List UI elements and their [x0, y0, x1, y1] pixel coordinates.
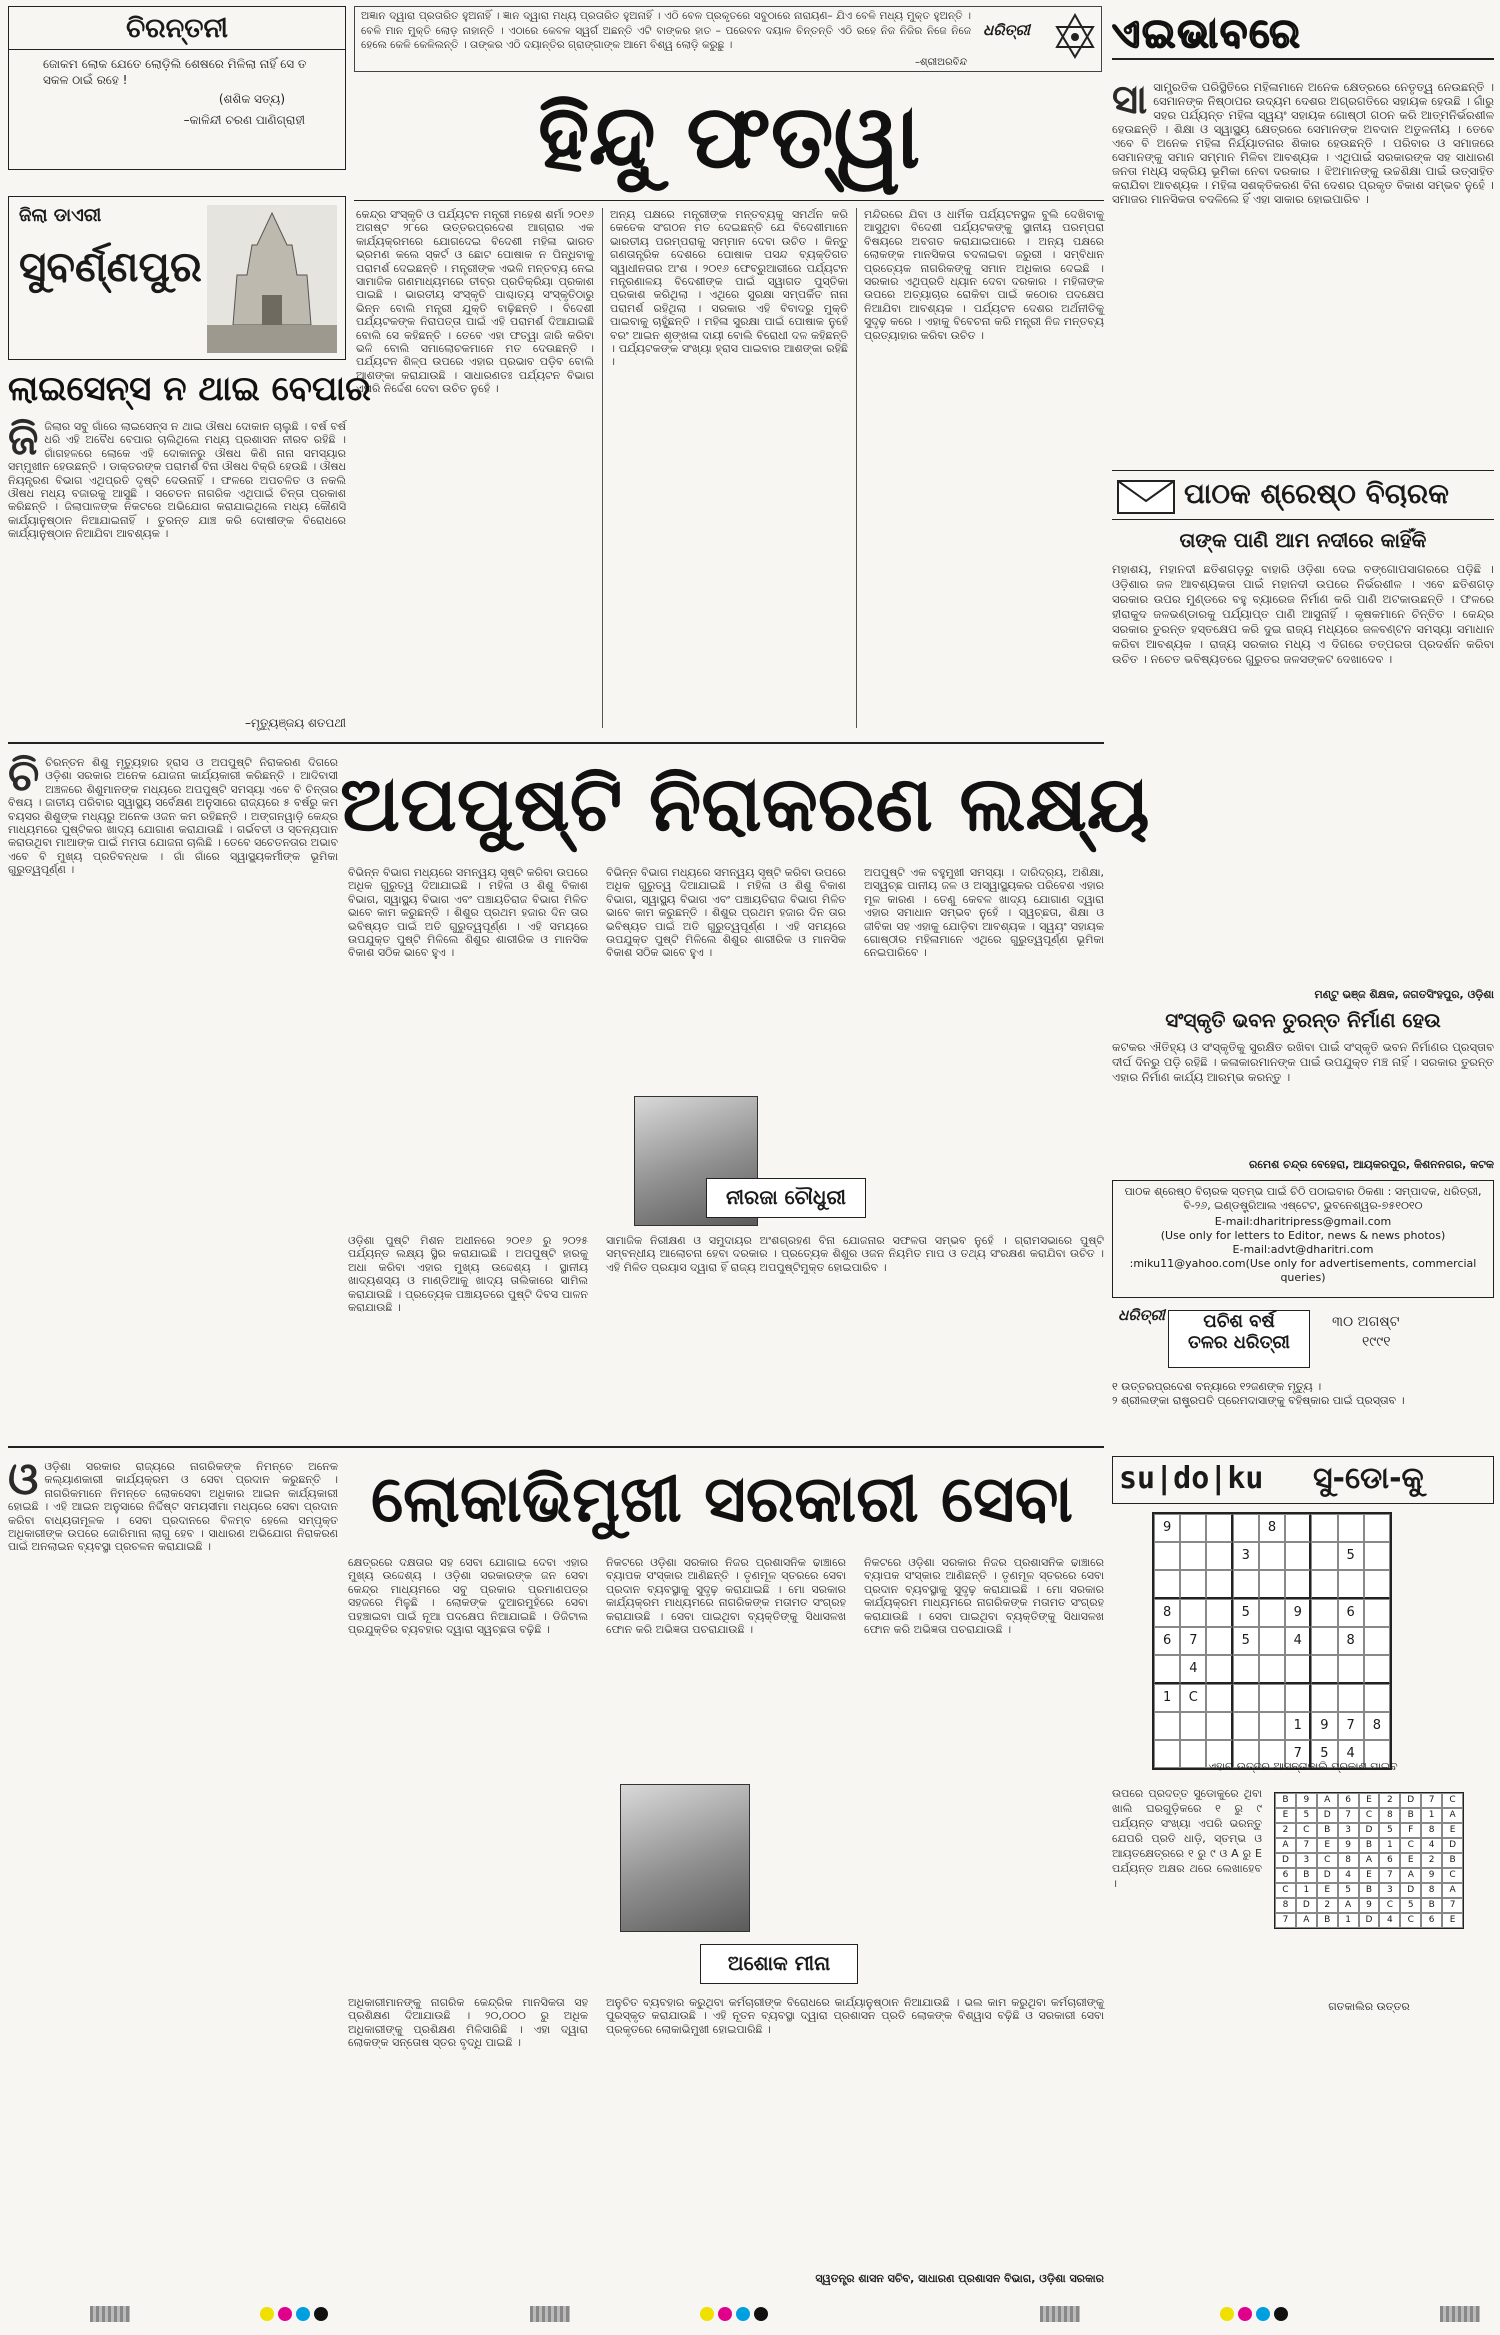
- answer-cell: 3: [1338, 1823, 1359, 1838]
- dharitri-small-logo: ଧରିତ୍ରୀ: [983, 21, 1030, 39]
- sudoku-cell[interactable]: [1233, 1570, 1259, 1599]
- answer-cell: A: [1442, 1883, 1463, 1898]
- nutrition-dropcap: ଚି: [8, 750, 40, 801]
- print-bar-4: [1440, 2306, 1480, 2322]
- sudoku-header: [1112, 1456, 1494, 1504]
- answer-cell: E: [1275, 1808, 1296, 1823]
- sudoku-cell[interactable]: [1311, 1655, 1337, 1684]
- sudoku-cell[interactable]: [1364, 1655, 1390, 1684]
- editor-email[interactable]: E-mail:dharitripress@gmail.com: [1214, 1215, 1392, 1228]
- letters-header: [1112, 470, 1494, 520]
- answer-cell: D: [1296, 1898, 1317, 1913]
- answer-cell: A: [1400, 1868, 1421, 1883]
- letters-address-box: [1112, 1180, 1494, 1298]
- advt-email[interactable]: E-mail:advt@dharitri.com: [1232, 1243, 1374, 1256]
- answer-cell: C: [1317, 1853, 1338, 1868]
- chirantani-title: ଚିରନ୍ତନୀ: [9, 7, 345, 50]
- sudoku-cell[interactable]: [1180, 1712, 1206, 1740]
- nutrition-col-1: [8, 750, 338, 1436]
- nutrition-headline: ଅପପୁଷ୍ଟି ନିରାକରଣ ଲକ୍ଷ୍ୟ: [340, 759, 1150, 848]
- answer-cell: A: [1317, 1793, 1338, 1808]
- answer-cell: C: [1359, 1808, 1380, 1823]
- service-footer-credit: ସ୍ୱତନ୍ତ୍ର ଶାସନ ସଚିବ, ସାଧାରଣ ପ୍ରଶାସନ ବିଭାଗ, ଓଡ଼ିଶା ସରକାର: [815, 2272, 1104, 2285]
- answer-cell: 3: [1379, 1883, 1400, 1898]
- sudoku-grid: [1152, 1512, 1392, 1770]
- sudoku-cell[interactable]: 6: [1154, 1627, 1180, 1655]
- sudoku-answer-caption: ଗତକାଲିର ଉତ୍ତର: [1328, 2000, 1410, 2013]
- answer-cell: 2: [1379, 1793, 1400, 1808]
- service-col-1: [8, 1454, 338, 2290]
- reg-mark-cyan-3: [1256, 2307, 1270, 2321]
- sudoku-cell[interactable]: [1338, 1514, 1364, 1542]
- sudoku-answer-grid: [1274, 1792, 1464, 1929]
- district-author: –ମୃତ୍ୟୁଞ୍ଜୟ ଶତପଥୀ: [245, 716, 346, 730]
- sudoku-cell[interactable]: [1259, 1655, 1285, 1684]
- sudoku-cell[interactable]: [1206, 1599, 1232, 1627]
- answer-cell: 5: [1296, 1808, 1317, 1823]
- answer-cell: B: [1359, 1883, 1380, 1898]
- nutrition-col-3b: ସାମାଜିକ ନିରୀକ୍ଷଣ ଓ ସମୁଦାୟର ଅଂଶଗ୍ରହଣ ବିନା ଯୋଜନାର ସଫଳତା ସମ୍ଭବ ନୁହେଁ । ଗ୍ରାମସଭାରେ ପୁଷ୍ଟି ସମ୍ବନ୍ଧୀୟ ଆଲୋଚନା ହେବା ଦରକାର । ପ୍ରତ୍ୟେକ ଶିଶୁର ଓଜନ ନିୟମିତ ମାପ ଓ ତଥ୍ୟ ସଂରକ୍ଷଣ କରାଯିବା ଉଚିତ । ଏହି ମିଳିତ ପ୍ରୟାସ ଦ୍ୱାରା ହିଁ ରାଜ୍ୟ ଅପପୁଷ୍ଟିମୁକ୍ତ ହୋଇପାରିବ ।: [606, 1234, 1104, 1274]
- reg-mark-magenta-2: [718, 2307, 732, 2321]
- answer-cell: 9: [1338, 1838, 1359, 1853]
- district-body-text: ଜିଲାର ସବୁ ଗାଁରେ ଲାଇସେନ୍ସ ନ ଥାଇ ଔଷଧ ଦୋକାନ ଚାଲୁଛି । ବର୍ଷ ବର୍ଷ ଧରି ଏହି ଅବୈଧ ବେପାର ଚାଲିଥିଲେ ମଧ୍ୟ ପ୍ରଶାସନ ନୀରବ ରହିଛି । ଗାଁଗହଳରେ ଲୋକେ ଏହି ଦୋକାନରୁ ଔଷଧ କିଣି ନାନା ସମସ୍ୟାର ସମ୍ମୁଖୀନ ହେଉଛନ୍ତି । ଡାକ୍ତରଙ୍କ ପରାମର୍ଶ ବିନା ଔଷଧ ବିକ୍ରି ହେଉଛି । ଔଷଧ ନିୟନ୍ତ୍ରଣ ବିଭାଗ ଏଥିପ୍ରତି ଦୃଷ୍ଟି ଦେଉନାହିଁ । ଫଳରେ ଅପଚଳିତ ଓ ନକଲି ଔଷଧ ମଧ୍ୟ ବଜାରକୁ ଆସୁଛି । ସଚେତନ ନାଗରିକ ଏଥିପାଇଁ ଚିନ୍ତା ପ୍ରକାଶ କରିଛନ୍ତି । ଜିଲାପାଳଙ୍କ ନିକଟରେ ଅଭିଯୋଗ କରାଯାଇଥିଲେ ମଧ୍ୟ କୌଣସି କାର୍ଯ୍ୟାନୁଷ୍ଠାନ ନିଆଯାଇନାହିଁ । ତୁରନ୍ତ ଯାଞ୍ଚ କରି ଦୋଷୀଙ୍କ ବିରୋଧରେ କାର୍ଯ୍ୟାନୁଷ୍ଠାନ ନିଆଯିବା ଆବଶ୍ୟକ ।: [8, 420, 346, 541]
- history-items: [1112, 1380, 1494, 1408]
- history-title-2: ତଳର ଧରିତ୍ରୀ: [1188, 1332, 1290, 1353]
- reg-mark-black-2: [754, 2307, 768, 2321]
- lead-headline: ହିନ୍ଦୁ ଫତ୍‌ୱା: [537, 84, 921, 188]
- nutrition-col-1-text: ଚିରନ୍ତନ ଶିଶୁ ମୃତ୍ୟୁହାର ହ୍ରାସ ଓ ଅପପୁଷ୍ଟି ନିରାକରଣ ଦିଗରେ ଓଡ଼ିଶା ସରକାର ଅନେକ ଯୋଜନା କାର୍ଯ୍ୟକାରୀ କରିଛନ୍ତି । ଆଦିବାସୀ ଅଞ୍ଚଳରେ ଶିଶୁମାନଙ୍କ ମଧ୍ୟରେ ଅପପୁଷ୍ଟି ସମସ୍ୟା ଏବେ ବି ଚିନ୍ତାର ବିଷୟ । ଜାତୀୟ ପରିବାର ସ୍ୱାସ୍ଥ୍ୟ ସର୍ବେକ୍ଷଣ ଅନୁସାରେ ରାଜ୍ୟରେ ୫ ବର୍ଷରୁ କମ ବୟସର ଶିଶୁଙ୍କ ମଧ୍ୟରୁ ଅନେକ ଓଜନ କମ ରହିଛନ୍ତି । ଅଙ୍ଗନୱାଡ଼ି କେନ୍ଦ୍ର ମାଧ୍ୟମରେ ପୁଷ୍ଟିକର ଖାଦ୍ୟ ଯୋଗାଣ କରାଯାଉଛି । ଗର୍ଭବତୀ ଓ ସ୍ତନ୍ୟପାନ କରାଉଥିବା ମାଆଙ୍କ ପାଇଁ ମମତା ଯୋଜନା ଚାଲିଛି । ତେବେ ସଚେତନତାର ଅଭାବ ଏବେ ବି ମୁଖ୍ୟ ପ୍ରତିବନ୍ଧକ । ଗାଁ ଗାଁରେ ସ୍ୱାସ୍ଥ୍ୟକର୍ମୀଙ୍କ ଭୂମିକା ଗୁରୁତ୍ୱପୂର୍ଣ୍ଣ ।: [8, 756, 338, 877]
- sudoku-cell[interactable]: [1311, 1627, 1337, 1655]
- service-col-1-text: ଓଡ଼ିଶା ସରକାର ରାଜ୍ୟରେ ନାଗରିକଙ୍କ ନିମନ୍ତେ ଅନେକ କଲ୍ୟାଣକାରୀ କାର୍ଯ୍ୟକ୍ରମ ଓ ସେବା ପ୍ରଦାନ କରୁଛନ୍ତି । ନାଗରିକମାନେ ନିମନ୍ତେ ଲୋକସେବା ଅଧିକାର ଆଇନ କାର୍ଯ୍ୟକାରୀ ହୋଇଛି । ଏହି ଆଇନ ଅନୁସାରେ ନିର୍ଦ୍ଦିଷ୍ଟ ସମୟସୀମା ମଧ୍ୟରେ ସେବା ପ୍ରଦାନ କରିବା ବାଧ୍ୟତାମୂଳକ । ସେବା ପ୍ରଦାନରେ ବିଳମ୍ବ ହେଲେ ସମ୍ପୃକ୍ତ ଅଧିକାରୀଙ୍କ ଉପରେ ଜୋରିମାନା ଲାଗୁ ହେବ । ସାଧାରଣ ଅଭିଯୋଗ ନିରାକରଣ ପାଇଁ ଅନଲାଇନ ବ୍ୟବସ୍ଥା ପ୍ରଚଳନ କରାଯାଇଛି ।: [8, 1460, 338, 1554]
- answer-cell: A: [1275, 1838, 1296, 1853]
- letter2-author: ରମେଶ ଚନ୍ଦ୍ର ବେହେରା, ଆୟକରପୁର, କିଶନନଗର, କଟକ: [1249, 1158, 1494, 1171]
- sudoku-cell[interactable]: [1154, 1712, 1180, 1740]
- district-diary-box: [8, 196, 346, 360]
- sudoku-cell[interactable]: [1180, 1570, 1206, 1599]
- answer-cell: C: [1275, 1883, 1296, 1898]
- sudoku-cell[interactable]: 4: [1285, 1627, 1311, 1655]
- sudoku-cell[interactable]: [1259, 1627, 1285, 1655]
- answer-cell: 9: [1421, 1868, 1442, 1883]
- district-headline: ଲାଇସେନ୍ସ ନ ଥାଇ ବେପାର: [8, 369, 371, 409]
- reg-mark-yellow-2: [700, 2307, 714, 2321]
- answer-cell: 9: [1296, 1793, 1317, 1808]
- answer-cell: 8: [1379, 1808, 1400, 1823]
- sudoku-cell[interactable]: 8: [1338, 1627, 1364, 1655]
- print-bar-1: [90, 2306, 130, 2322]
- sudoku-cell[interactable]: 5: [1233, 1627, 1259, 1655]
- answer-cell: 7: [1379, 1868, 1400, 1883]
- answer-cell: D: [1359, 1913, 1380, 1928]
- sudoku-cell[interactable]: [1154, 1542, 1180, 1570]
- envelope-icon: [1116, 479, 1176, 515]
- sudoku-cell[interactable]: [1311, 1514, 1337, 1542]
- sudoku-cell[interactable]: [1259, 1570, 1285, 1599]
- answer-cell: C: [1400, 1838, 1421, 1853]
- answer-cell: 2: [1275, 1823, 1296, 1838]
- answer-cell: 6: [1275, 1868, 1296, 1883]
- answer-cell: 3: [1296, 1853, 1317, 1868]
- nutrition-col-2: ବିଭିନ୍ନ ବିଭାଗ ମଧ୍ୟରେ ସମନ୍ୱୟ ସୃଷ୍ଟି କରିବା ଉପରେ ଅଧିକ ଗୁରୁତ୍ୱ ଦିଆଯାଇଛି । ମହିଳା ଓ ଶିଶୁ ବିକାଶ ବିଭାଗ, ସ୍ୱାସ୍ଥ୍ୟ ବିଭାଗ ଏବଂ ପଞ୍ଚାୟତିରାଜ ବିଭାଗ ମିଳିତ ଭାବେ କାମ କରୁଛନ୍ତି । ଶିଶୁର ପ୍ରଥମ ହଜାର ଦିନ ତାର ଭବିଷ୍ୟତ ପାଇଁ ଅତି ଗୁରୁତ୍ୱପୂର୍ଣ୍ଣ । ଏହି ସମୟରେ ଉପଯୁକ୍ତ ପୁଷ୍ଟି ମିଳିଲେ ଶିଶୁର ଶାରୀରିକ ଓ ମାନସିକ ବିକାଶ ସଠିକ ଭାବେ ହୁଏ ।: [348, 866, 588, 960]
- history-item-1: ୧ ଉତ୍ତରପ୍ରଦେଶ ବନ୍ୟାରେ ୧୨ଜଣଙ୍କ ମୃତ୍ୟୁ ।: [1112, 1380, 1322, 1393]
- reg-mark-black: [314, 2307, 328, 2321]
- sudoku-cell[interactable]: [1338, 1684, 1364, 1712]
- answer-cell: D: [1442, 1838, 1463, 1853]
- sudoku-title-od: ସୁ-ଡୋ-କୁ: [1313, 1461, 1424, 1496]
- district-body: [8, 414, 346, 720]
- service-top-rule: [8, 1446, 1104, 1448]
- answer-cell: 2: [1317, 1898, 1338, 1913]
- ajira-dropcap: ସା: [1112, 76, 1148, 123]
- print-bar-2: [530, 2306, 570, 2322]
- answer-cell: D: [1400, 1883, 1421, 1898]
- sudoku-title-en: su|do|ku: [1119, 1461, 1264, 1496]
- history-item-2: ୨ ଶ୍ରୀଲଙ୍କା ରାଷ୍ଟ୍ରପତି ପ୍ରେମଦାସାଙ୍କୁ ବହିଷ୍କାର ପାଇଁ ପ୍ରସ୍ତାବ ।: [1112, 1394, 1405, 1407]
- answer-cell: B: [1442, 1853, 1463, 1868]
- answer-cell: C: [1379, 1898, 1400, 1913]
- answer-cell: C: [1442, 1868, 1463, 1883]
- answer-cell: E: [1317, 1838, 1338, 1853]
- answer-cell: 4: [1379, 1913, 1400, 1928]
- answer-cell: B: [1421, 1898, 1442, 1913]
- sudoku-cell[interactable]: [1259, 1712, 1285, 1740]
- sudoku-cell[interactable]: [1233, 1684, 1259, 1712]
- sudoku-cell[interactable]: [1206, 1570, 1232, 1599]
- sudoku-cell[interactable]: [1285, 1514, 1311, 1542]
- answer-cell: D: [1317, 1868, 1338, 1883]
- letter1-title: ତାଙ୍କ ପାଣି ଆମ ନଦୀରେ କାହିଁକି: [1179, 528, 1427, 552]
- sudoku-cell[interactable]: 5: [1233, 1599, 1259, 1627]
- answer-cell: 8: [1275, 1898, 1296, 1913]
- answer-cell: 9: [1359, 1898, 1380, 1913]
- answer-cell: E: [1317, 1883, 1338, 1898]
- ajira-underline: [1112, 58, 1494, 60]
- lead-rule: [354, 200, 1104, 201]
- sudoku-cell[interactable]: [1364, 1627, 1390, 1655]
- sudoku-cell[interactable]: [1364, 1570, 1390, 1599]
- answer-cell: D: [1359, 1823, 1380, 1838]
- sudoku-cell[interactable]: 1: [1285, 1712, 1311, 1740]
- answer-cell: D: [1400, 1793, 1421, 1808]
- sudoku-cell[interactable]: [1311, 1542, 1337, 1570]
- sudoku-cell[interactable]: 4: [1180, 1655, 1206, 1684]
- chirantani-quote: ଜୋକମ ଲୋକ ଯେତେ ଲୋଡ଼ିଲି ଶେଷରେ ମିଳିଲା ନାହିଁ ସେ ତ ସକଳ ଠାଇଁ ରହେ !: [43, 57, 307, 87]
- reg-mark-cyan-2: [736, 2307, 750, 2321]
- answer-cell: B: [1317, 1913, 1338, 1928]
- answer-cell: B: [1400, 1808, 1421, 1823]
- letter2-body: କଟକର ଐତିହ୍ୟ ଓ ସଂସ୍କୃତିକୁ ସୁରକ୍ଷିତ ରଖିବା ପାଇଁ ସଂସ୍କୃତି ଭବନ ନିର୍ମାଣର ପ୍ରସ୍ତାବ ଦୀର୍ଘ ଦିନରୁ ପଡ଼ି ରହିଛି । କଳାକାରମାନଙ୍କ ପାଇଁ ଉପଯୁକ୍ତ ମଞ୍ଚ ନାହିଁ । ସରକାର ତୁରନ୍ତ ଏହାର ନିର୍ମାଣ କାର୍ଯ୍ୟ ଆରମ୍ଭ କରନ୍ତୁ ।: [1112, 1040, 1494, 1084]
- sudoku-cell[interactable]: [1259, 1684, 1285, 1712]
- reg-mark-magenta: [278, 2307, 292, 2321]
- center-quote-box: [354, 6, 1102, 72]
- ajira-body: [1112, 76, 1494, 462]
- editor-email-note: (Use only for letters to Editor, news & news photos): [1160, 1229, 1446, 1242]
- sudoku-cell[interactable]: [1364, 1514, 1390, 1542]
- service-headline: ଲୋକାଭିମୁଖୀ ସରକାରୀ ସେବା: [370, 1462, 1074, 1537]
- sudoku-cell[interactable]: [1180, 1514, 1206, 1542]
- service-col-2b: ଅଧିକାରୀମାନଙ୍କୁ ନାଗରିକ କେନ୍ଦ୍ରିକ ମାନସିକତା ସହ ପ୍ରଶିକ୍ଷଣ ଦିଆଯାଉଛି । ୨୦,୦୦୦ ରୁ ଅଧିକ ଅଧିକାରୀଙ୍କୁ ପ୍ରଶିକ୍ଷଣ ମିଳିସାରିଛି । ଏହା ଦ୍ୱାରା ଲୋକଙ୍କ ସନ୍ତୋଷ ସ୍ତର ବୃଦ୍ଧି ପାଇଛି ।: [348, 1996, 588, 2050]
- sudoku-cell[interactable]: 5: [1311, 1740, 1337, 1768]
- sudoku-cell[interactable]: 8: [1259, 1514, 1285, 1542]
- answer-cell: D: [1317, 1808, 1338, 1823]
- answer-cell: A: [1296, 1913, 1317, 1928]
- reg-mark-black-3: [1274, 2307, 1288, 2321]
- letter1-author: ମଣ୍ଟୁ ଭଞ୍ଜ ଶିକ୍ଷକ, ଜଗତସିଂହପୁର, ଓଡ଼ିଶା: [1314, 988, 1494, 1001]
- nutrition-author-name: ନୀରଜା ଚୌଧୁରୀ: [706, 1178, 866, 1218]
- sudoku-cell[interactable]: [1364, 1684, 1390, 1712]
- sudoku-cell[interactable]: 7: [1285, 1740, 1311, 1768]
- answer-cell: E: [1400, 1853, 1421, 1868]
- sudoku-cell[interactable]: 3: [1233, 1542, 1259, 1570]
- answer-cell: 4: [1421, 1838, 1442, 1853]
- service-col-3: ନିକଟରେ ଓଡ଼ିଶା ସରକାର ନିଜର ପ୍ରଶାସନିକ ଢାଞ୍ଚାରେ ବ୍ୟାପକ ସଂସ୍କାର ଆଣିଛନ୍ତି । ତୃଣମୂଳ ସ୍ତରରେ ସେବା ପ୍ରଦାନ ବ୍ୟବସ୍ଥାକୁ ସୁଦୃଢ଼ କରାଯାଇଛି । ମୋ ସରକାର କାର୍ଯ୍ୟକ୍ରମ ମାଧ୍ୟମରେ ନାଗରିକଙ୍କ ମତାମତ ସଂଗ୍ରହ କରାଯାଉଛି । ସେବା ପାଇଥିବା ବ୍ୟକ୍ତିଙ୍କୁ ସିଧାସଳଖ ଫୋନ କରି ଅଭିଜ୍ଞତା ପଚରାଯାଉଛି ।: [864, 1556, 1104, 1637]
- answer-cell: B: [1296, 1868, 1317, 1883]
- sudoku-cell[interactable]: [1364, 1599, 1390, 1627]
- lead-col-divider-1: [602, 208, 603, 728]
- history-date-1: ୩୦ ଅଗଷ୍ଟ: [1332, 1314, 1400, 1330]
- sudoku-cell[interactable]: [1206, 1627, 1232, 1655]
- answer-cell: E: [1359, 1793, 1380, 1808]
- lead-col-1: କେନ୍ଦ୍ର ସଂସ୍କୃତି ଓ ପର୍ଯ୍ୟଟନ ମନ୍ତ୍ରୀ ମହେଶ ଶର୍ମା ୨୦୧୬ ଅଗଷ୍ଟ ୨୮ରେ ଉତ୍ତରପ୍ରଦେଶ ଆଗ୍ରାର ଏକ କାର୍ଯ୍ୟକ୍ରମରେ ଯୋଗଦେଇ ବିଦେଶୀ ମହିଳା ଭାରତ ଭ୍ରମଣ କଲେ ସ୍କର୍ଟ ଓ ଛୋଟ ପୋଷାକ ନ ପିନ୍ଧିବାକୁ ପରାମର୍ଶ ଦେଇଛନ୍ତି । ମନ୍ତ୍ରୀଙ୍କ ଏଭଳି ମନ୍ତବ୍ୟ ନେଇ ସାମାଜିକ ଗଣମାଧ୍ୟମରେ ତୀବ୍ର ପ୍ରତିକ୍ରିୟା ପ୍ରକାଶ ପାଇଛି । ଭାରତୀୟ ସଂସ୍କୃତି ପାଶ୍ଚାତ୍ୟ ସଂସ୍କୃତିଠାରୁ ଭିନ୍ନ ବୋଲି ମନ୍ତ୍ରୀ ଯୁକ୍ତି ବାଢ଼ିଛନ୍ତି । ବିଦେଶୀ ପର୍ଯ୍ୟଟକଙ୍କ ନିରାପତ୍ତା ପାଇଁ ଏହି ପରାମର୍ଶ ଦିଆଯାଇଛି ବୋଲି ସେ କହିଛନ୍ତି । ତେବେ ଏହା ଫତ୍‌ୱା ଜାରି କରିବା ଭଳି ବୋଲି ସମାଲୋଚକମାନେ ମତ ଦେଉଛନ୍ତି । ପର୍ଯ୍ୟଟନ ଶିଳ୍ପ ଉପରେ ଏହାର ପ୍ରଭାବ ପଡ଼ିବ ବୋଲି ଆଶଙ୍କା କରାଯାଉଛି । ସାଧାରଣତଃ ପର୍ଯ୍ୟଟନ ବିଭାଗ ଏପରି ନିର୍ଦ୍ଦେଶ ଦେବା ଉଚିତ ନୁହେଁ ।: [356, 208, 594, 396]
- sudoku-cell[interactable]: [1206, 1514, 1232, 1542]
- answer-cell: B: [1275, 1793, 1296, 1808]
- sudoku-cell[interactable]: [1311, 1599, 1337, 1627]
- service-author-photo: [620, 1784, 750, 1932]
- sudoku-cell[interactable]: [1180, 1599, 1206, 1627]
- chirantani-box: [8, 6, 346, 170]
- lead-col-divider-2: [856, 208, 857, 728]
- answer-cell: 5: [1338, 1883, 1359, 1898]
- sudoku-cell[interactable]: 1: [1154, 1684, 1180, 1712]
- reg-mark-yellow-3: [1220, 2307, 1234, 2321]
- answer-cell: E: [1359, 1868, 1380, 1883]
- service-dropcap: ଓ: [8, 1454, 39, 1505]
- sudoku-cell[interactable]: [1206, 1542, 1232, 1570]
- answer-cell: 1: [1296, 1883, 1317, 1898]
- sudoku-cell[interactable]: 8: [1154, 1599, 1180, 1627]
- sudoku-cell[interactable]: [1285, 1542, 1311, 1570]
- lead-col-2: ଅନ୍ୟ ପକ୍ଷରେ ମନ୍ତ୍ରୀଙ୍କ ମନ୍ତବ୍ୟକୁ ସମର୍ଥନ କରି କେତେକ ସଂଗଠନ ମତ ଦେଇଛନ୍ତି ଯେ ବିଦେଶୀମାନେ ଭାରତୀୟ ପରମ୍ପରାକୁ ସମ୍ମାନ ଦେବା ଉଚିତ । କିନ୍ତୁ ଗଣତାନ୍ତ୍ରିକ ଦେଶରେ ପୋଷାକ ପସନ୍ଦ ବ୍ୟକ୍ତିଗତ ସ୍ୱାଧୀନତାର ଅଂଶ । ୨୦୧୬ ଫେବ୍ରୁଆରୀରେ ପର୍ଯ୍ୟଟନ ମନ୍ତ୍ରଣାଳୟ ବିଦେଶୀଙ୍କ ପାଇଁ ସ୍ୱାଗତ ପୁସ୍ତିକା ପ୍ରକାଶ କରିଥିଲା । ଏଥିରେ ସୁରକ୍ଷା ସମ୍ପର୍କିତ ନାନା ପରାମର୍ଶ ରହିଥିଲା । ସରକାର ଏହି ବିବାଦରୁ ମୁକ୍ତି ପାଇବାକୁ ଚାହୁଁଛନ୍ତି । ମହିଳା ସୁରକ୍ଷା ପାଇଁ ପୋଷାକ ନୁହେଁ ବରଂ ଆଇନ ଶୃଙ୍ଖଳା ଦାୟୀ ବୋଲି ବିରୋଧୀ ଦଳ କହିଛନ୍ତି । ପର୍ଯ୍ୟଟକଙ୍କ ସଂଖ୍ୟା ହ୍ରାସ ପାଇବାର ଆଶଙ୍କା ରହିଛି ।: [610, 208, 848, 369]
- letters-section-title: ପାଠକ ଶ୍ରେଷ୍ଠ ବିଚାରକ: [1184, 477, 1449, 510]
- sudoku-cell[interactable]: 7: [1180, 1627, 1206, 1655]
- answer-cell: 6: [1421, 1913, 1442, 1928]
- answer-cell: C: [1400, 1913, 1421, 1928]
- answer-cell: C: [1296, 1823, 1317, 1838]
- answer-cell: 1: [1338, 1913, 1359, 1928]
- sudoku-answer-board: [1274, 1792, 1464, 1992]
- sudoku-cell[interactable]: [1206, 1712, 1232, 1740]
- sudoku-cell[interactable]: [1233, 1655, 1259, 1684]
- answer-cell: 1: [1379, 1838, 1400, 1853]
- star-emblem-icon: [1053, 13, 1097, 63]
- nutrition-col-3: ଅପପୁଷ୍ଟି ଏକ ବହୁମୁଖୀ ସମସ୍ୟା । ଦାରିଦ୍ର୍ୟ, ଅଶିକ୍ଷା, ଅସ୍ୱଚ୍ଛ ପାନୀୟ ଜଳ ଓ ଅସ୍ୱାସ୍ଥ୍ୟକର ପରିବେଶ ଏହାର ମୂଳ କାରଣ । ତେଣୁ କେବଳ ଖାଦ୍ୟ ଯୋଗାଣ ଦ୍ୱାରା ଏହାର ସମାଧାନ ସମ୍ଭବ ନୁହେଁ । ସ୍ୱଚ୍ଛତା, ଶିକ୍ଷା ଓ ଜୀବିକା ସହ ଏହାକୁ ଯୋଡ଼ିବା ଆବଶ୍ୟକ । ସ୍ୱୟଂ ସହାୟକ ଗୋଷ୍ଠୀର ମହିଳାମାନେ ଏଥିରେ ଗୁରୁତ୍ୱପୂର୍ଣ୍ଣ ଭୂମିକା ନେଇପାରିବେ ।: [864, 866, 1104, 960]
- sudoku-cell[interactable]: 9: [1285, 1599, 1311, 1627]
- chirantani-source: (ଶଶିକ ସତ୍ୟ): [218, 92, 285, 106]
- answer-cell: 8: [1338, 1853, 1359, 1868]
- sudoku-cell[interactable]: [1259, 1542, 1285, 1570]
- sudoku-cell[interactable]: [1285, 1684, 1311, 1712]
- reg-mark-magenta-3: [1238, 2307, 1252, 2321]
- center-quote-author: –ଶ୍ରୀଅରବିନ୍ଦ: [915, 57, 968, 68]
- answer-cell: 5: [1400, 1898, 1421, 1913]
- lead-col-3: ମନ୍ଦିରରେ ଯିବା ଓ ଧାର୍ମିକ ପର୍ଯ୍ୟଟନସ୍ଥଳ ବୁଲି ଦେଖିବାକୁ ଆସୁଥିବା ବିଦେଶୀ ପର୍ଯ୍ୟଟକଙ୍କୁ ସ୍ଥାନୀୟ ପରମ୍ପରା ବିଷୟରେ ଅବଗତ କରାଯାଇପାରେ । ଅନ୍ୟ ପକ୍ଷରେ ଲୋକଙ୍କ ମାନସିକତା ବଦଳାଇବା ଜରୁରୀ । ସମ୍ବିଧାନ ପ୍ରତ୍ୟେକ ନାଗରିକଙ୍କୁ ସମାନ ଅଧିକାର ଦେଇଛି । ସରକାର ଏଥିପ୍ରତି ଧ୍ୟାନ ଦେବା ଦରକାର । ମହିଳାଙ୍କ ଉପରେ ଅତ୍ୟାଚାର ରୋକିବା ପାଇଁ କଠୋର ପଦକ୍ଷେପ ନିଆଯିବା ଆବଶ୍ୟକ । ପର୍ଯ୍ୟଟନ ଦେଶର ଅର୍ଥନୀତିକୁ ସୁଦୃଢ଼ କରେ । ଏହାକୁ ବିବେଚନା କରି ମନ୍ତ୍ରୀ ନିଜ ମନ୍ତବ୍ୟ ପ୍ରତ୍ୟାହାର କରିବା ଉଚିତ ।: [864, 208, 1104, 342]
- sudoku-cell[interactable]: [1206, 1684, 1232, 1712]
- answer-cell: 6: [1338, 1793, 1359, 1808]
- answer-cell: 7: [1275, 1913, 1296, 1928]
- answer-cell: B: [1359, 1838, 1380, 1853]
- sudoku-cell[interactable]: [1233, 1514, 1259, 1542]
- sudoku-cell[interactable]: [1154, 1570, 1180, 1599]
- temple-photo: [207, 205, 337, 353]
- answer-cell: D: [1275, 1853, 1296, 1868]
- answer-cell: B: [1317, 1823, 1338, 1838]
- sudoku-caption: ଏହାର ଉତ୍ତର ଆସନ୍ତାକାଲି ପ୍ରକାଶ ପାଇବ: [1208, 1760, 1398, 1773]
- reg-mark-cyan: [296, 2307, 310, 2321]
- answer-cell: A: [1442, 1808, 1463, 1823]
- answer-cell: 7: [1338, 1808, 1359, 1823]
- history-date-2: ୧୯୯୧: [1362, 1334, 1391, 1350]
- print-bar-3: [1040, 2306, 1080, 2322]
- sudoku-cell[interactable]: [1259, 1599, 1285, 1627]
- sudoku-cell[interactable]: [1338, 1655, 1364, 1684]
- sudoku-cell[interactable]: 5: [1338, 1542, 1364, 1570]
- sudoku-cell[interactable]: [1206, 1655, 1232, 1684]
- center-quote: ଅଜ୍ଞାନ ଦ୍ୱାରା ପ୍ରତାରିତ ହୁଅନାହିଁ । ଜ୍ଞାନ ଦ୍ୱାରା ମଧ୍ୟ ପ୍ରତାରିତ ହୁଅନାହିଁ । ଏଠି ବେଳ ପ୍ରକୃତରେ ସବୁଠାରେ ନାରାୟଣ– ଯିଏ ବେଳି ମଧ୍ୟ ମୁକ୍ତ ହୁଅନ୍ତି । ବେଳି ମାନ ମୁକ୍ତି ଲୋଡ଼ ନାହାନ୍ତି । ଏଠାରେ କେବଳ ସ୍ୱର୍ଗ ଅଛନ୍ତି ଏଟି ବାଙ୍କର ହାତ – ପରେବନ ଦୟାଳ ଚିନ୍ତନ୍ତି ଏଠି ରହେ ନିଜ ନିଜିର ନିଜେ ନିଜେ ହେଲେ କେଳି କେଳିଲନ୍ତି । ତାଙ୍କର ଏଠି ଦୟାନ୍ତିର ଗ୍ରାଙ୍ଗାଙ୍କ ଆମେ ବିଶ୍ୱ ଲୋଡ଼ି କରୁଛୁ ।: [361, 10, 971, 51]
- answer-cell: 7: [1442, 1898, 1463, 1913]
- sudoku-cell[interactable]: 9: [1311, 1712, 1337, 1740]
- sudoku-cell[interactable]: [1180, 1542, 1206, 1570]
- district-label: ଜିଲା ଡାଏରୀ: [19, 205, 102, 226]
- sudoku-cell[interactable]: 7: [1338, 1712, 1364, 1740]
- letter2-title: ସଂସ୍କୃତି ଭବନ ତୁରନ୍ତ ନିର୍ମାଣ ହେଉ: [1165, 1008, 1441, 1032]
- nutrition-top-rule: [8, 742, 1104, 744]
- letter1-body: ମହାଶୟ, ମହାନଦୀ ଛତିଶଗଡ଼ରୁ ବାହାରି ଓଡ଼ିଶା ଦେଇ ବଙ୍ଗୋପସାଗରରେ ପଡ଼ିଛି । ଓଡ଼ିଶାର ଜଳ ଆବଶ୍ୟକତା ପାଇଁ ମହାନଦୀ ଉପରେ ନିର୍ଭରଶୀଳ । ଏବେ ଛତିଶଗଡ଼ ସରକାର ଉପର ମୁଣ୍ଡରେ ବହୁ ବ୍ୟାରେଜ ନିର୍ମାଣ କରି ପାଣି ଅଟକାଉଛନ୍ତି । ଫଳରେ ହୀରାକୁଦ ଜଳଭଣ୍ଡାରକୁ ପର୍ଯ୍ୟାପ୍ତ ପାଣି ଆସୁନାହିଁ । କୃଷକମାନେ ଚିନ୍ତିତ । କେନ୍ଦ୍ର ସରକାର ତୁରନ୍ତ ହସ୍ତକ୍ଷେପ କରି ଦୁଇ ରାଜ୍ୟ ମଧ୍ୟରେ ଜଳବଣ୍ଟନ ସମସ୍ୟା ସମାଧାନ କରିବା ଆବଶ୍ୟକ । ରାଜ୍ୟ ସରକାର ମଧ୍ୟ ଏ ଦିଗରେ ତତ୍ପରତା ପ୍ରଦର୍ଶନ କରିବା ଉଚିତ । ନଚେତ ଭବିଷ୍ୟତରେ ଗୁରୁତର ଜଳସଙ୍କଟ ଦେଖାଦେବ ।: [1112, 562, 1494, 666]
- sudoku-instructions: ଉପରେ ପ୍ରଦତ୍ତ ସୁଡୋକୁରେ ଥିବା ଖାଲି ଘରଗୁଡ଼ିକରେ ୧ ରୁ ୯ ପର୍ଯ୍ୟନ୍ତ ସଂଖ୍ୟା ଏପରି ଭରନ୍ତୁ ଯେପରି ପ୍ରତି ଧାଡ଼ି, ସ୍ତମ୍ଭ ଓ ଆୟତକ୍ଷେତ୍ରରେ ୧ ରୁ ୯ ଓ A ରୁ E ପର୍ଯ୍ୟନ୍ତ ଅକ୍ଷର ଥରେ ଲେଖାହେବ ।: [1112, 1787, 1262, 1890]
- nutrition-col-mid: ବିଭିନ୍ନ ବିଭାଗ ମଧ୍ୟରେ ସମନ୍ୱୟ ସୃଷ୍ଟି କରିବା ଉପରେ ଅଧିକ ଗୁରୁତ୍ୱ ଦିଆଯାଇଛି । ମହିଳା ଓ ଶିଶୁ ବିକାଶ ବିଭାଗ, ସ୍ୱାସ୍ଥ୍ୟ ବିଭାଗ ଏବଂ ପଞ୍ଚାୟତିରାଜ ବିଭାଗ ମିଳିତ ଭାବେ କାମ କରୁଛନ୍ତି । ଶିଶୁର ପ୍ରଥମ ହଜାର ଦିନ ତାର ଭବିଷ୍ୟତ ପାଇଁ ଅତି ଗୁରୁତ୍ୱପୂର୍ଣ୍ଣ । ଏହି ସମୟରେ ଉପଯୁକ୍ତ ପୁଷ୍ଟି ମିଳିଲେ ଶିଶୁର ଶାରୀରିକ ଓ ମାନସିକ ବିକାଶ ସଠିକ ଭାବେ ହୁଏ ।: [606, 866, 846, 960]
- answer-cell: F: [1400, 1823, 1421, 1838]
- answer-cell: 7: [1296, 1838, 1317, 1853]
- sudoku-cell[interactable]: [1364, 1542, 1390, 1570]
- sudoku-cell[interactable]: C: [1180, 1684, 1206, 1712]
- advt-email-2: :miku11@yahoo.com(Use only for advertisements, commercial queries): [1129, 1257, 1477, 1284]
- answer-cell: A: [1359, 1853, 1380, 1868]
- chirantani-author: –କାଳିନ୍ଦୀ ଚରଣ ପାଣିଗ୍ରାହୀ: [183, 113, 305, 127]
- nutrition-col-2b: ଓଡ଼ିଶା ପୁଷ୍ଟି ମିଶନ ଅଧୀନରେ ୨୦୧୬ ରୁ ୨୦୨୫ ପର୍ଯ୍ୟନ୍ତ ଲକ୍ଷ୍ୟ ସ୍ଥିର କରାଯାଇଛି । ଅପପୁଷ୍ଟି ହାରକୁ ଅଧା କରିବା ଏହାର ମୁଖ୍ୟ ଉଦ୍ଦେଶ୍ୟ । ସ୍ଥାନୀୟ ଖାଦ୍ୟଶସ୍ୟ ଓ ମାଣ୍ଡିଆକୁ ଖାଦ୍ୟ ତାଲିକାରେ ସାମିଲ କରାଯାଉଛି । ପ୍ରତ୍ୟେକ ପଞ୍ଚାୟତରେ ପୁଷ୍ଟି ଦିବସ ପାଳନ କରାଯାଉଛି ।: [348, 1234, 588, 1315]
- answer-cell: 6: [1379, 1853, 1400, 1868]
- sudoku-cell[interactable]: [1285, 1570, 1311, 1599]
- answer-cell: 8: [1421, 1823, 1442, 1838]
- history-title-box: [1168, 1310, 1310, 1368]
- answer-cell: C: [1442, 1793, 1463, 1808]
- answer-cell: A: [1338, 1898, 1359, 1913]
- answer-cell: 1: [1421, 1808, 1442, 1823]
- answer-cell: 5: [1379, 1823, 1400, 1838]
- sudoku-cell[interactable]: 9: [1154, 1514, 1180, 1542]
- sudoku-cell[interactable]: [1154, 1655, 1180, 1684]
- ajira-title: ଏଇଭାବରେ: [1112, 10, 1302, 57]
- ajira-header: [1112, 6, 1494, 74]
- district-name: ସୁବର୍ଣ୍ଣପୁର: [19, 242, 202, 291]
- service-author-name: ଅଶୋକ ମୀନା: [700, 1944, 858, 1984]
- sudoku-cell[interactable]: [1311, 1570, 1337, 1599]
- history-box: [1112, 1304, 1494, 1374]
- answer-cell: 2: [1421, 1853, 1442, 1868]
- sudoku-cell[interactable]: [1338, 1570, 1364, 1599]
- answer-cell: E: [1442, 1823, 1463, 1838]
- reg-mark-yellow: [260, 2307, 274, 2321]
- ajira-body-text: ସାମ୍ପ୍ରତିକ ପରିସ୍ଥିତିରେ ମହିଳାମାନେ ଅନେକ କ୍ଷେତ୍ରରେ ନେତୃତ୍ୱ ନେଉଛନ୍ତି । ସେମାନଙ୍କ ନିଷ୍ଠାପର ଉଦ୍ୟମ ଦେଶର ଅଗ୍ରଗତିରେ ସହାୟକ ହେଉଛି । ଗାଁରୁ ସହର ପର୍ଯ୍ୟନ୍ତ ମହିଳା ସ୍ୱୟଂ ସହାୟକ ଗୋଷ୍ଠୀ ଗଠନ କରି ଆତ୍ମନିର୍ଭରଶୀଳ ହେଉଛନ୍ତି । ଶିକ୍ଷା ଓ ସ୍ୱାସ୍ଥ୍ୟ କ୍ଷେତ୍ରରେ ସେମାନଙ୍କ ଅବଦାନ ଅତୁଳନୀୟ । ତେବେ ଏବେ ବି ଅନେକ ମହିଳା ନିର୍ଯ୍ୟାତନାର ଶିକାର ହେଉଛନ୍ତି । ପରିବାର ଓ ସମାଜରେ ସେମାନଙ୍କୁ ସମାନ ସମ୍ମାନ ମିଳିବା ଆବଶ୍ୟକ । ଏଥିପାଇଁ ସରକାରଙ୍କ ସହ ସାଧାରଣ ଜନତା ମଧ୍ୟ ସକ୍ରିୟ ଭୂମିକା ନେବା ଦରକାର । ଝିଅମାନଙ୍କୁ ଉଚ୍ଚଶିକ୍ଷା ପାଇଁ ଉତ୍ସାହିତ କରାଯିବା ଆବଶ୍ୟକ । ମହିଳା ସଶକ୍ତିକରଣ ବିନା ଦେଶର ପ୍ରକୃତ ବିକାଶ ସମ୍ଭବ ନୁହେଁ । ସମାଜର ମାନସିକତା ବଦଳିଲେ ହିଁ ଏହା ସାକାର ହୋଇପାରିବ ।: [1112, 80, 1494, 206]
- answer-cell: 4: [1338, 1868, 1359, 1883]
- service-col-2: କ୍ଷେତ୍ରରେ ଦକ୍ଷତାର ସହ ସେବା ଯୋଗାଇ ଦେବା ଏହାର ମୁଖ୍ୟ ଉଦ୍ଦେଶ୍ୟ । ଓଡ଼ିଶା ସରକାରଙ୍କ ଜନ ସେବା କେନ୍ଦ୍ର ମାଧ୍ୟମରେ ସବୁ ପ୍ରକାର ପ୍ରମାଣପତ୍ର ସହଜରେ ମିଳୁଛି । ଲୋକଙ୍କ ଦୁଆରମୁହଁରେ ସେବା ପହଞ୍ଚାଇବା ପାଇଁ ନୂଆ ପଦକ୍ଷେପ ନିଆଯାଇଛି । ଡିଜିଟାଲ ପ୍ରଯୁକ୍ତିର ବ୍ୟବହାର ଦ୍ୱାରା ସ୍ୱଚ୍ଛତା ବଢ଼ିଛି ।: [348, 1556, 588, 1637]
- district-dropcap: ଜି: [8, 414, 39, 465]
- sudoku-board: [1152, 1512, 1392, 1761]
- answer-cell: 8: [1421, 1883, 1442, 1898]
- service-col-mid: ନିକଟରେ ଓଡ଼ିଶା ସରକାର ନିଜର ପ୍ରଶାସନିକ ଢାଞ୍ଚାରେ ବ୍ୟାପକ ସଂସ୍କାର ଆଣିଛନ୍ତି । ତୃଣମୂଳ ସ୍ତରରେ ସେବା ପ୍ରଦାନ ବ୍ୟବସ୍ଥାକୁ ସୁଦୃଢ଼ କରାଯାଇଛି । ମୋ ସରକାର କାର୍ଯ୍ୟକ୍ରମ ମାଧ୍ୟମରେ ନାଗରିକଙ୍କ ମତାମତ ସଂଗ୍ରହ କରାଯାଉଛି । ସେବା ପାଇଥିବା ବ୍ୟକ୍ତିଙ୍କୁ ସିଧାସଳଖ ଫୋନ କରି ଅଭିଜ୍ଞତା ପଚରାଯାଉଛି ।: [606, 1556, 846, 1637]
- answer-cell: 7: [1421, 1793, 1442, 1808]
- history-title-1: ପଚିଶ ବର୍ଷ: [1203, 1311, 1275, 1332]
- history-brand: ଧରିତ୍ରୀ: [1118, 1306, 1165, 1324]
- service-col-3b: ଅନୁଚିତ ବ୍ୟବହାର କରୁଥିବା କର୍ମଚାରୀଙ୍କ ବିରୋଧରେ କାର୍ଯ୍ୟାନୁଷ୍ଠାନ ନିଆଯାଉଛି । ଭଲ କାମ କରୁଥିବା କର୍ମଚାରୀଙ୍କୁ ପୁରସ୍କୃତ କରାଯାଉଛି । ଏହି ନୂତନ ବ୍ୟବସ୍ଥା ଦ୍ୱାରା ପ୍ରଶାସନ ପ୍ରତି ଲୋକଙ୍କ ବିଶ୍ୱାସ ବଢ଼ିଛି ଓ ସରକାରୀ ସେବା ପ୍ରକୃତରେ ଲୋକାଭିମୁଖୀ ହୋଇପାରିଛି ।: [606, 1996, 1104, 2036]
- sudoku-cell[interactable]: 6: [1338, 1599, 1364, 1627]
- sudoku-cell[interactable]: [1311, 1684, 1337, 1712]
- letters-address: ପାଠକ ଶ୍ରେଷ୍ଠ ବିଚାରକ ସ୍ତମ୍ଭ ପାଇଁ ଚିଠି ପଠାଇବାର ଠିକଣା : ସମ୍ପାଦକ, ଧରିତ୍ରୀ, ବି-୨୬, ଇଣ୍ଡଷ୍ଟ୍ରିଆଲ ଏଷ୍ଟେଟ, ଭୁବନେଶ୍ୱର-୭୫୧୦୧୦: [1124, 1185, 1482, 1212]
- sudoku-cell[interactable]: 8: [1364, 1712, 1390, 1740]
- sudoku-cell[interactable]: [1285, 1655, 1311, 1684]
- sudoku-cell[interactable]: [1233, 1712, 1259, 1740]
- sudoku-cell[interactable]: 4: [1338, 1740, 1364, 1768]
- answer-cell: E: [1442, 1913, 1463, 1928]
